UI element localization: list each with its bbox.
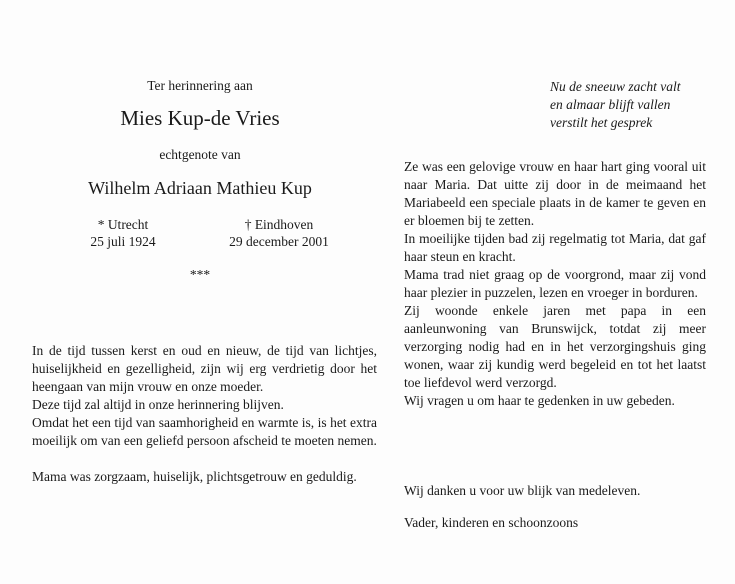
birth-place: * Utrecht bbox=[97, 217, 149, 232]
death-info bbox=[204, 216, 354, 250]
left-page bbox=[26, 0, 377, 584]
paragraph: Omdat het een tijd van saamhorigheid en warmte is, is het extra moeilijk om van een geliefd persoon afscheid te moeten nemen. bbox=[32, 415, 377, 448]
signoff-text: Vader, kinderen en schoonzoons bbox=[404, 515, 579, 530]
birth-info bbox=[48, 216, 198, 250]
intro-text: Ter herinnering aan bbox=[147, 78, 253, 93]
poem-line: verstilt het gesprek bbox=[550, 115, 653, 130]
spouse-label: echtgenote van bbox=[159, 147, 241, 162]
right-body-text bbox=[404, 158, 706, 410]
spouse-name: Wilhelm Adriaan Mathieu Kup bbox=[88, 178, 312, 198]
thanks-text: Wij danken u voor uw blijk van medeleven. bbox=[404, 483, 641, 498]
paragraph: Wij vragen u om haar te gedenken in uw gebeden. bbox=[404, 393, 675, 408]
paragraph: In de tijd tussen kerst en oud en nieuw, de tijd van lichtjes, huiselijkheid en gezelligheid, zijn wij erg verdrietig door het heengaan van mijn vrouw en onze moeder. bbox=[32, 343, 377, 394]
paragraph: In moeilijke tijden bad zij regelmatig tot Maria, dat gaf haar steun en kracht. bbox=[404, 231, 706, 264]
paragraph: Mama trad niet graag op de voorgrond, maar zij vond haar plezier in puzzelen, lezen en vroeger in borduren. bbox=[404, 267, 706, 300]
paragraph: Ze was een gelovige vrouw en haar hart ging vooral uit naar Maria. Dat uitte zij door in de meimaand het Mariabeeld een speciale plaats in de kamer te geven en er bloemen bij te zetten. bbox=[404, 159, 706, 228]
paragraph: Zij woonde enkele jaren met papa in een aanleunwoning van Brunswijck, totdat zij meer verzorging nodig had en in het verzorgingshuis ging wonen, waar zij kundig werd begeleid en tot het laatst toe liefdevol werd verzorgd. bbox=[404, 303, 706, 390]
left-body-text bbox=[32, 342, 377, 486]
deceased-name: Mies Kup-de Vries bbox=[120, 106, 280, 130]
poem bbox=[550, 78, 680, 132]
poem-line: en almaar blijft vallen bbox=[550, 97, 671, 112]
right-page bbox=[404, 0, 710, 584]
poem-line: Nu de sneeuw zacht valt bbox=[550, 79, 681, 94]
death-date: 29 december 2001 bbox=[229, 234, 329, 249]
death-place: † Eindhoven bbox=[244, 217, 314, 232]
paragraph: Mama was zorgzaam, huiselijk, plichtsgetrouw en geduldig. bbox=[32, 469, 357, 484]
birth-date: 25 juli 1924 bbox=[90, 234, 156, 249]
paragraph: Deze tijd zal altijd in onze herinnering blijven. bbox=[32, 397, 284, 412]
separator: *** bbox=[189, 267, 211, 282]
